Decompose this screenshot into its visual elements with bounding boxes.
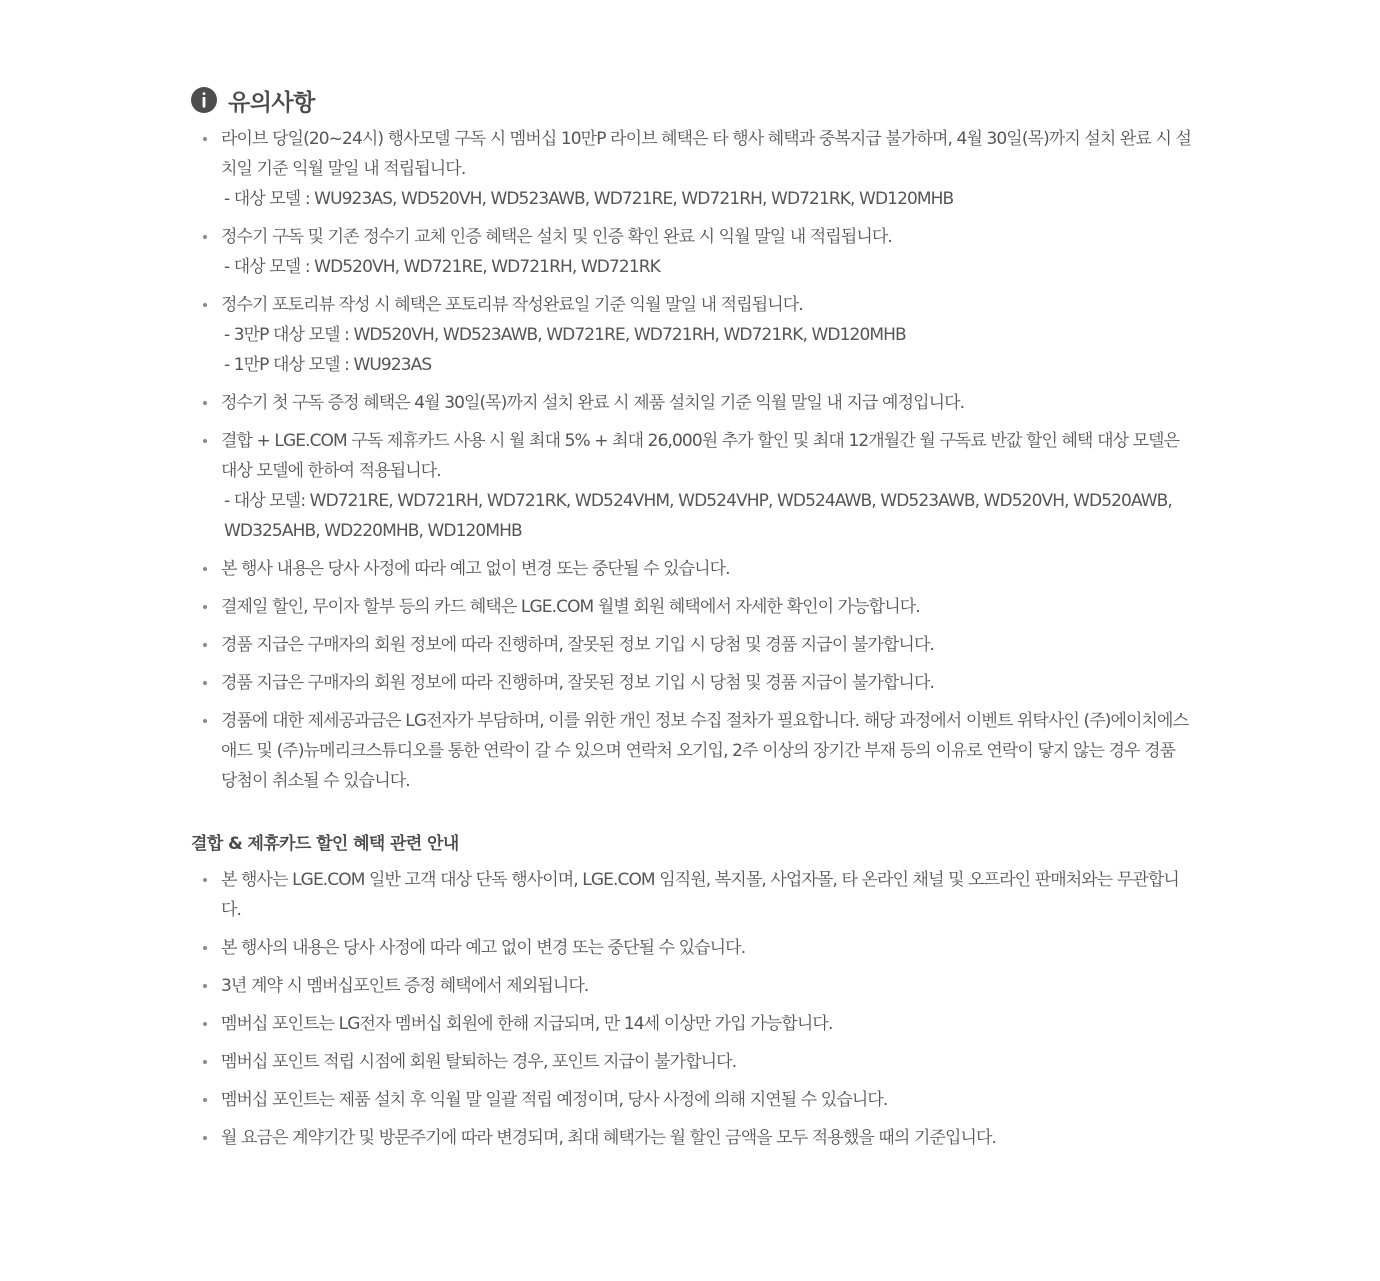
list-item-text: 멤버십 포인트 적립 시점에 회원 탈퇴하는 경우, 포인트 지급이 불가합니다.	[221, 1052, 737, 1072]
list-item-text: 본 행사 내용은 당사 사정에 따라 예고 없이 변경 또는 중단될 수 있습니다.	[221, 559, 730, 579]
list-item-sub: - 대상 모델 : WD520VH, WD721RE, WD721RH, WD721RK	[224, 257, 660, 277]
list-item-text: 정수기 포토리뷰 작성 시 혜택은 포토리뷰 작성완료일 기준 익월 말일 내 적립됩니다.	[221, 295, 803, 315]
list-item	[191, 290, 1191, 380]
card-section-list	[191, 865, 1191, 1153]
list-item-text: 경품에 대한 제세공과금은 LG전자가 부담하며, 이를 위한 개인 정보 수집 절차가 필요합니다. 해당 과정에서 이벤트 위탁사인 (주)에이치에스애드 및 (주)뉴메리크스튜디오를 통한 연락이 갈 수 있으며 연락처 오기입, 2주 이상의 장기간 부재 등의 이유로 연락이 닿지 않는 경우 경품 당첨이 취소될 수 있습니다.	[221, 711, 1189, 791]
list-item-text: 경품 지급은 구매자의 회원 정보에 따라 진행하며, 잘못된 정보 기입 시 당첨 및 경품 지급이 불가합니다.	[221, 635, 934, 655]
list-item-sub: - 1만P 대상 모델 : WU923AS	[224, 355, 432, 375]
info-circle-icon	[191, 87, 217, 113]
list-item	[191, 865, 1191, 925]
list-item-text: 경품 지급은 구매자의 회원 정보에 따라 진행하며, 잘못된 정보 기입 시 당첨 및 경품 지급이 불가합니다.	[221, 673, 934, 693]
list-item-text: 결합 + LGE.COM 구독 제휴카드 사용 시 월 최대 5% + 최대 26,000원 추가 할인 및 최대 12개월간 월 구독료 반값 할인 혜택 대상 모델은 대상 모델에 한하여 적용됩니다.	[221, 431, 1180, 481]
list-item-text: 멤버십 포인트는 제품 설치 후 익월 말 일괄 적립 예정이며, 당사 사정에 의해 지연될 수 있습니다.	[221, 1090, 888, 1110]
list-item	[191, 706, 1191, 796]
notice-header	[191, 84, 1191, 116]
list-item-sub: - 대상 모델: WD721RE, WD721RH, WD721RK, WD524VHM, WD524VHP, WD524AWB, WD523AWB, WD520VH, WD520AWB, WD325AHB, WD220MHB, WD120MHB	[224, 491, 1172, 541]
notice-container	[191, 84, 1191, 1161]
list-item-text: 정수기 첫 구독 증정 혜택은 4월 30일(목)까지 설치 완료 시 제품 설치일 기준 익월 말일 내 지급 예정입니다.	[221, 393, 965, 413]
list-item-sub: - 대상 모델 : WU923AS, WD520VH, WD523AWB, WD721RE, WD721RH, WD721RK, WD120MHB	[224, 189, 954, 209]
card-section-title: 결합 & 제휴카드 할인 혜택 관련 안내	[191, 834, 459, 854]
list-item	[191, 1085, 1191, 1115]
list-item-text: 월 요금은 계약기간 및 방문주기에 따라 변경되며, 최대 혜택가는 월 할인 금액을 모두 적용했을 때의 기준입니다.	[221, 1128, 997, 1148]
list-item	[191, 668, 1191, 698]
list-item	[191, 971, 1191, 1001]
list-item	[191, 124, 1191, 214]
list-item-text: 멤버십 포인트는 LG전자 멤버십 회원에 한해 지급되며, 만 14세 이상만 가입 가능합니다.	[221, 1014, 833, 1034]
list-item	[191, 933, 1191, 963]
notice-title: 유의사항	[228, 89, 315, 116]
list-item	[191, 554, 1191, 584]
list-item-text: 본 행사의 내용은 당사 사정에 따라 예고 없이 변경 또는 중단될 수 있습니다.	[221, 938, 746, 958]
list-item-text: 정수기 구독 및 기존 정수기 교체 인증 혜택은 설치 및 인증 확인 완료 시 익월 말일 내 적립됩니다.	[221, 227, 892, 247]
list-item	[191, 630, 1191, 660]
list-item-text: 3년 계약 시 멤버십포인트 증정 혜택에서 제외됩니다.	[221, 976, 589, 996]
list-item	[191, 1047, 1191, 1077]
list-item-text: 결제일 할인, 무이자 할부 등의 카드 혜택은 LGE.COM 월별 회원 혜택에서 자세한 확인이 가능합니다.	[221, 597, 920, 617]
list-item	[191, 222, 1191, 282]
list-item-text: 본 행사는 LGE.COM 일반 고객 대상 단독 행사이며, LGE.COM 임직원, 복지몰, 사업자몰, 타 온라인 채널 및 오프라인 판매처와는 무관합니다.	[221, 870, 1179, 920]
list-item	[191, 1009, 1191, 1039]
list-item-sub: - 3만P 대상 모델 : WD520VH, WD523AWB, WD721RE, WD721RH, WD721RK, WD120MHB	[224, 325, 906, 345]
list-item	[191, 1123, 1191, 1153]
list-item	[191, 388, 1191, 418]
list-item	[191, 592, 1191, 622]
list-item	[191, 426, 1191, 546]
notice-list	[191, 124, 1191, 796]
list-item-text: 라이브 당일(20~24시) 행사모델 구독 시 멤버십 10만P 라이브 혜택은 타 행사 혜택과 중복지급 불가하며, 4월 30일(목)까지 설치 완료 시 설치일 기준 익월 말일 내 적립됩니다.	[221, 129, 1191, 179]
